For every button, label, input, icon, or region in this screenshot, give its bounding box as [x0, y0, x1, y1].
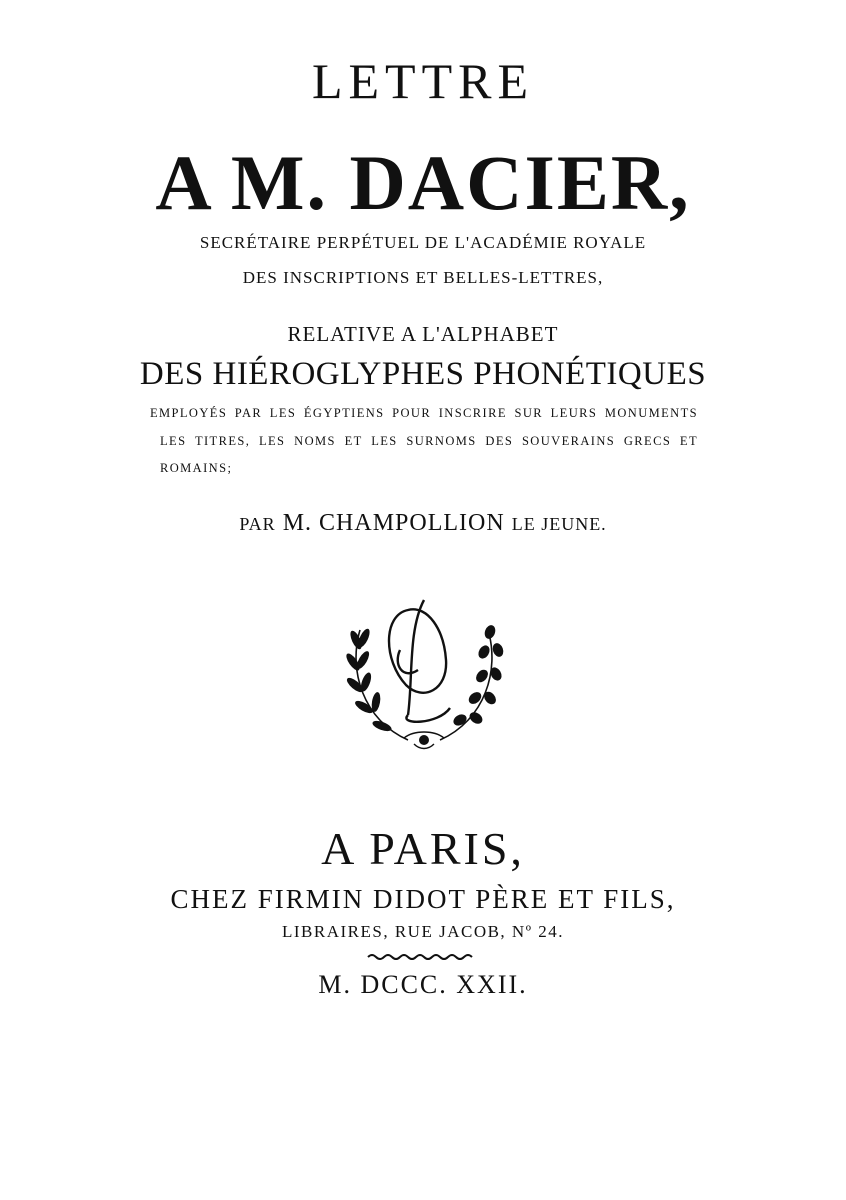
description-line-2: LES TITRES, LES NOMS ET LES SURNOMS DES SOUVERAINS GRECS ET	[160, 434, 698, 448]
publication-date: M. DCCC. XXII.	[318, 970, 528, 999]
secretary-line-1: SECRÉTAIRE PERPÉTUEL DE L'ACADÉMIE ROYALE	[199, 233, 647, 252]
author-suffix: LE JEUNE.	[511, 514, 607, 534]
title-lettre: LETTRE	[311, 53, 535, 109]
publisher-city: A PARIS,	[321, 823, 525, 874]
secretary-line-2: DES INSCRIPTIONS ET BELLES-LETTRES,	[242, 268, 604, 287]
monogram-wreath-emblem	[338, 590, 510, 755]
author-name: M. CHAMPOLLION	[282, 510, 505, 536]
description-line-1: EMPLOYÉS PAR LES ÉGYPTIENS POUR INSCRIRE SUR LEURS MONUMENTS	[150, 406, 698, 420]
author-par: PAR	[239, 514, 276, 534]
author-line	[0, 510, 846, 537]
publisher-address: LIBRAIRES, RUE JACOB, Nº 24.	[282, 922, 564, 941]
publisher-name: CHEZ FIRMIN DIDOT PÈRE ET FILS,	[170, 884, 676, 914]
subject-main: DES HIÉROGLYPHES PHONÉTIQUES	[139, 356, 707, 392]
title-addressee: A M. DACIER,	[155, 139, 691, 226]
subject-relative: RELATIVE A L'ALPHABET	[287, 322, 559, 346]
decorative-rule	[366, 952, 476, 962]
description-line-3: ROMAINS;	[160, 461, 233, 475]
